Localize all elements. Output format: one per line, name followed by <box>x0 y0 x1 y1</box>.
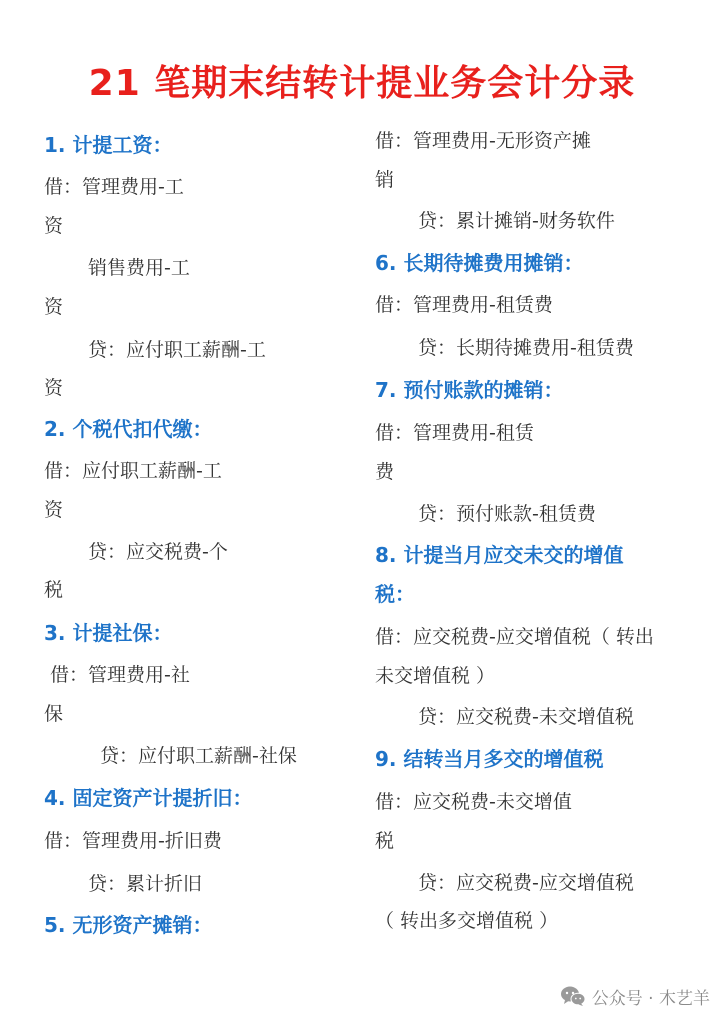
section-7-heading: 7. 预付账款的摊销： <box>375 378 564 402</box>
section-1-debit-line-2-cont: 资 <box>44 296 64 318</box>
section-1-debit-line-2: 销售费用-工 <box>88 257 190 279</box>
section-4-heading: 4. 固定资产计提折旧： <box>44 786 253 810</box>
section-9-credit-line-cont: （ 转出多交增值税 ） <box>375 910 559 932</box>
section-8-credit-line: 贷：应交税费-未交增值税 <box>418 706 634 728</box>
section-5-debit-line: 借：管理费用-无形资产摊 <box>375 130 591 152</box>
page-title: 21 笔期末结转计提业务会计分录 <box>88 63 636 104</box>
section-3-debit-line: 借：管理费用-社 <box>50 664 190 686</box>
section-6-debit-line: 借：管理费用-租赁费 <box>375 294 553 316</box>
section-5-debit-line-cont: 销 <box>375 169 395 191</box>
section-6-credit-line: 贷：长期待摊费用-租赁费 <box>418 337 634 359</box>
section-8-heading: 8. 计提当月应交未交的增值 <box>375 543 624 567</box>
section-7-debit-line: 借：管理费用-租赁 <box>375 422 534 444</box>
section-2-heading: 2. 个税代扣代缴： <box>44 417 213 441</box>
section-8-debit-line: 借：应交税费-应交增值税（ 转出 <box>375 626 654 648</box>
section-8-debit-line-cont: 未交增值税 ） <box>375 665 496 687</box>
section-9-heading: 9. 结转当月多交的增值税 <box>375 747 604 771</box>
section-1-debit-line-cont: 资 <box>44 215 64 237</box>
watermark-text: 公众号 · 木艺羊 <box>591 988 710 1009</box>
section-4-credit-line: 贷：累计折旧 <box>88 873 203 895</box>
section-6-heading: 6. 长期待摊费用摊销： <box>375 251 584 275</box>
section-3-credit-line: 贷：应付职工薪酬-社保 <box>100 745 297 767</box>
section-3-debit-line-cont: 保 <box>44 703 64 725</box>
section-1-debit-line: 借：管理费用-工 <box>44 176 184 198</box>
section-2-debit-line: 借：应付职工薪酬-工 <box>44 460 222 482</box>
section-1-credit-line-cont: 资 <box>44 377 64 399</box>
section-7-debit-line-cont: 费 <box>375 461 395 483</box>
section-2-credit-line-cont: 税 <box>44 579 64 601</box>
section-2-credit-line: 贷：应交税费-个 <box>88 541 228 563</box>
section-1-heading: 1. 计提工资： <box>44 133 173 157</box>
section-5-credit-line: 贷：累计摊销-财务软件 <box>418 210 615 232</box>
section-5-heading: 5. 无形资产摊销： <box>44 913 213 937</box>
section-2-debit-line-cont: 资 <box>44 499 64 521</box>
section-7-credit-line: 贷：预付账款-租赁费 <box>418 503 596 525</box>
section-9-debit-line: 借：应交税费-未交增值 <box>375 791 572 813</box>
section-8-heading-cont: 税： <box>375 582 415 606</box>
wechat-icon <box>560 985 586 1007</box>
section-1-credit-line: 贷：应付职工薪酬-工 <box>88 339 266 361</box>
section-9-debit-line-cont: 税 <box>375 830 395 852</box>
section-3-heading: 3. 计提社保： <box>44 621 173 645</box>
section-4-debit-line: 借：管理费用-折旧费 <box>44 830 222 852</box>
watermark <box>560 982 710 1010</box>
section-9-credit-line: 贷：应交税费-应交增值税 <box>418 872 634 894</box>
